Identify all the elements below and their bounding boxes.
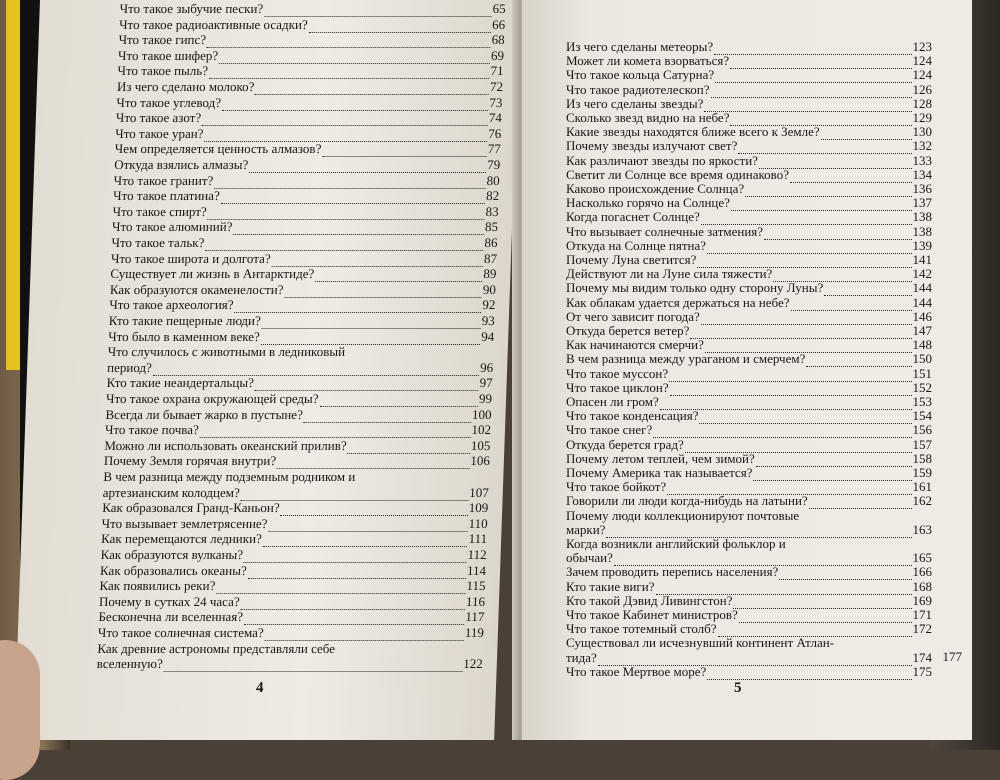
toc-entry-page: 129	[912, 110, 932, 125]
toc-entry-page: 128	[912, 95, 932, 111]
dot-leader	[707, 667, 911, 680]
toc-entry-page: 117	[465, 609, 485, 625]
toc-entry	[111, 250, 498, 267]
toc-entry-title: Почему Луна светится?	[566, 252, 697, 267]
toc-entry-page: 152	[912, 379, 932, 395]
toc-entry	[113, 172, 500, 189]
toc-entry	[101, 515, 488, 532]
toc-entry-title: Почему звезды излучают свет?	[566, 138, 738, 154]
toc-entry-page: 144	[912, 280, 932, 296]
toc-entry-title: Откуда берется ветер?	[566, 323, 690, 338]
toc-entry-page: 163	[912, 521, 932, 537]
toc-entry-title: Откуда берется град?	[566, 436, 684, 452]
toc-entry-title: Светит ли Солнце все время одинаково?	[566, 166, 789, 182]
toc-entry-title: Как образуются окаменелости?	[109, 281, 284, 297]
toc-entry-title: Сколько звезд видно на небе?	[566, 110, 730, 125]
toc-entry-title: Кто такие пещерные люди?	[108, 313, 262, 328]
toc-entry-title: период?	[106, 359, 153, 375]
toc-entry-page: 94	[481, 328, 495, 344]
toc-entry-title: артезианским колодцем?	[102, 484, 241, 500]
toc-entry-title: В чем разница между подземным родником и	[103, 469, 356, 484]
toc-entry-title: Что такое тотемный столб?	[566, 621, 717, 637]
toc-entry-title: Всегда ли бывает жарко в пустыне?	[105, 406, 304, 422]
toc-entry-title: Что такое пыль?	[117, 63, 209, 79]
toc-entry-page: 79	[486, 157, 501, 172]
toc-entry-page: 132	[912, 138, 932, 154]
toc-entry-page: 107	[469, 484, 490, 500]
toc-entry-title: Что было в каменном веке?	[108, 328, 261, 344]
toc-entry	[115, 125, 502, 142]
toc-entry	[116, 94, 503, 111]
toc-entry-page: 124	[912, 67, 932, 83]
toc-entry-page: 106	[470, 453, 491, 469]
toc-entry-title: Когда погаснет Солнце?	[566, 209, 700, 225]
toc-entry-title: Что такое гипс?	[118, 32, 207, 48]
toc-entry-page: 171	[912, 607, 932, 622]
toc-entry-title: Что такое циклон?	[566, 379, 669, 395]
toc-entry	[118, 47, 505, 64]
toc-entry-title: Что такое азот?	[115, 110, 202, 126]
right-page	[522, 0, 972, 740]
toc-entry	[106, 374, 493, 391]
toc-entry	[102, 499, 489, 516]
toc-entry-title: Как образовались океаны?	[99, 562, 248, 578]
toc-entry-page: 138	[912, 223, 932, 239]
toc-entry-title: Кто такие неандертальцы?	[106, 375, 255, 391]
toc-entry-title: Что такое алюминий?	[111, 219, 233, 235]
toc-entry-page: 96	[479, 359, 494, 375]
toc-entry-page: 86	[484, 235, 498, 250]
toc-entry-page: 175	[912, 663, 932, 679]
toc-entry	[108, 328, 495, 345]
toc-entry-page: 147	[912, 323, 932, 338]
toc-entry-title: Из чего сделаны метеоры?	[566, 39, 714, 54]
toc-entry	[103, 484, 490, 501]
toc-entry-page: 148	[912, 337, 932, 353]
toc-entry-title: Как образуются вулканы?	[100, 547, 244, 562]
toc-entry-title: Что такое кольца Сатурна?	[566, 67, 715, 83]
toc-entry-title: Что такое радиоактивные осадки?	[118, 16, 308, 32]
toc-entry-title: Что такое бойкот?	[566, 479, 667, 495]
toc-entry-title: Зачем проводить перепись населения?	[566, 564, 779, 580]
toc-entry-page: 153	[912, 394, 932, 409]
toc-entry-page: 72	[489, 79, 504, 94]
toc-entry-title: Говорили ли люди когда-нибудь на латыни?	[566, 493, 808, 509]
toc-entry-page: 92	[482, 297, 496, 313]
toc-entry-page: 158	[912, 450, 932, 466]
toc-entry	[116, 109, 503, 126]
toc-entry-title: Что такое шифер?	[117, 47, 219, 63]
toc-entry-page: 119	[464, 625, 485, 640]
toc-entry-title: Что такое тальк?	[111, 235, 205, 250]
toc-entry-title: Существовал ли исчезнувший континент Атлан-	[566, 635, 835, 651]
toc-entry-title: Кто такой Дэвид Ливингстон?	[566, 592, 733, 608]
toc-entry-page: 110	[468, 515, 488, 531]
toc-entry-title: Почему мы видим только одну сторону Луны?	[566, 280, 824, 296]
toc-entry-title: Бесконечна ли вселенная?	[98, 609, 244, 625]
toc-entry-title: Что такое широта и долгота?	[110, 250, 271, 266]
toc-entry-page: 112	[467, 547, 487, 562]
toc-entry	[100, 562, 487, 579]
toc-entry-title: Откуда взялись алмазы?	[113, 157, 249, 172]
toc-entry-page: 69	[490, 47, 505, 63]
toc-entry-page: 122	[463, 656, 484, 672]
toc-entry-title: От чего зависит погода?	[566, 308, 700, 324]
toc-entry-title: Может ли комета взорваться?	[566, 53, 730, 69]
toc-entry-page: 165	[912, 550, 932, 566]
toc-entry-page: 99	[478, 391, 493, 406]
toc-entry-title: Как появились реки?	[99, 578, 216, 594]
toc-entry-page: 111	[468, 531, 488, 547]
toc-entry-page: 71	[490, 63, 504, 79]
toc-entry	[112, 218, 499, 235]
toc-entry	[110, 281, 497, 298]
toc-entry-title: Чем определяется ценность алмазов?	[114, 141, 322, 157]
toc-entry-page: 80	[486, 172, 500, 188]
toc-entry-title: Кто такие виги?	[566, 578, 655, 594]
toc-entry-title: Что такое охрана окружающей среды?	[105, 391, 319, 406]
toc-entry	[98, 608, 485, 625]
toc-entry-title: Что такое почва?	[104, 422, 200, 438]
toc-entry-page: 154	[912, 408, 932, 424]
toc-entry-page: 150	[912, 351, 932, 367]
toc-entry-title: марки?	[566, 521, 606, 537]
toc-entry-page: 168	[912, 578, 932, 594]
toc-entry-page: 74	[488, 110, 503, 126]
toc-entry-page: 141	[912, 252, 932, 267]
toc-entry-title: Почему летом теплей, чем зимой?	[566, 450, 755, 466]
toc-entry-title: Действуют ли на Луне сила тяжести?	[566, 266, 773, 282]
toc-entry-title: Что такое муссон?	[566, 365, 669, 381]
toc-entry-title: Что такое гранит?	[113, 172, 214, 188]
toc-entry	[107, 359, 494, 376]
toc-entry-title: Что такое уран?	[115, 125, 204, 141]
toc-entry	[117, 62, 504, 79]
left-page	[14, 0, 520, 740]
toc-entry-page: 157	[912, 436, 932, 452]
toc-entry-page: 146	[912, 308, 932, 324]
toc-entry-title: Что вызывает землетрясение?	[101, 515, 268, 531]
toc-entry	[100, 546, 487, 563]
toc-entry-page: 87	[483, 250, 498, 266]
toc-entry-title: Как древние астрономы представляли себе	[97, 640, 336, 656]
dot-leader	[163, 659, 462, 672]
toc-entry-page: 159	[912, 465, 932, 480]
toc-entry-page: 116	[465, 593, 486, 609]
toc-entry-page: 65	[492, 1, 506, 16]
toc-entry-page: 151	[912, 365, 932, 381]
toc-entry-page: 169	[912, 592, 932, 608]
toc-entry	[118, 31, 505, 48]
toc-entry-page: 76	[488, 125, 502, 141]
toc-entry-page: 174	[912, 649, 932, 665]
toc-entry-title: Что такое Мертвое море?	[566, 663, 707, 679]
toc-entry-page: 82	[485, 188, 500, 204]
toc-entry-page: 124	[912, 53, 932, 69]
toc-entry-page: 89	[483, 266, 497, 282]
toc-entry	[111, 234, 498, 251]
page-number-left: 4	[255, 680, 264, 696]
toc-entry-page: 93	[481, 313, 496, 328]
dot-leader	[809, 496, 912, 509]
toc-entry	[113, 187, 500, 204]
toc-entry	[105, 406, 492, 423]
toc-entry-page: 66	[491, 16, 506, 32]
toc-entry-page: 73	[489, 94, 503, 110]
toc-entry-title: вселенную?	[96, 656, 164, 672]
toc-entry-page: 115	[466, 578, 486, 594]
toc-entry-page: 166	[912, 564, 932, 580]
toc-entry-title: Из чего сделано молоко?	[116, 79, 255, 94]
toc-entry	[105, 421, 492, 438]
toc-entry-title: Что такое углевод?	[116, 94, 222, 110]
toc-entry	[99, 593, 486, 610]
toc-entry-title: обычаи?	[566, 550, 613, 566]
toc-entry-page: 85	[484, 219, 499, 235]
toc-entry-title: Почему люди коллекционируют почтовые	[566, 507, 800, 523]
toc-entry-title: Существует ли жизнь в Антарктиде?	[110, 266, 315, 282]
toc-entry-title: Что такое зыбучие пески?	[119, 1, 264, 16]
toc-entry-page: 133	[912, 152, 932, 168]
toc-entry-page: 139	[912, 237, 932, 253]
toc-entry-page: 161	[912, 479, 932, 495]
toc-entry-page: 83	[485, 203, 499, 219]
toc-entry	[566, 663, 932, 680]
toc-entry	[106, 390, 493, 407]
toc-entry-title: Почему Земля горячая внутри?	[103, 453, 277, 469]
toc-entry	[119, 0, 506, 17]
toc-entry	[104, 437, 491, 454]
toc-entry-title: тида?	[566, 649, 597, 665]
toc-entry	[97, 655, 484, 672]
toc-entry	[101, 530, 488, 547]
toc-entry-title: Насколько горячо на Солнце?	[566, 195, 730, 211]
toc-entry-title: Почему в сутках 24 часа?	[98, 593, 240, 609]
toc-entry-title: Что такое снег?	[566, 422, 653, 438]
toc-entry-page: 105	[470, 437, 491, 453]
toc-entry-title: Почему Америка так называется?	[566, 465, 753, 480]
toc-entry-title: Как образовался Гранд-Каньон?	[102, 500, 280, 516]
toc-entry-page: 90	[482, 281, 497, 297]
toc-entry	[109, 312, 496, 329]
toc-entry-page: 114	[466, 562, 487, 578]
toc-entry-page: 172	[912, 621, 932, 637]
toc-entry	[119, 16, 506, 33]
toc-entry-page: 134	[912, 166, 932, 182]
toc-entry-page: 130	[912, 124, 932, 140]
page-number-right: 5	[734, 680, 742, 696]
toc-entry-page: 162	[912, 493, 932, 509]
toc-entry-title: Когда возникли английский фольклор и	[566, 536, 786, 551]
toc-entry-title: Опасен ли гром?	[566, 394, 659, 409]
toc-entry	[99, 577, 486, 594]
toc-entry-title: Какие звезды находятся ближе всего к Земле?	[566, 124, 820, 140]
toc-entry-title: Что такое солнечная система?	[97, 625, 264, 640]
toc-entry-page: 142	[912, 266, 932, 282]
toc-entry-page: 138	[912, 209, 932, 225]
toc-entry-title: Что вызывает солнечные затмения?	[566, 223, 764, 239]
toc-entry	[114, 156, 501, 173]
toc-entry	[110, 265, 497, 282]
toc-entry-page: 144	[912, 294, 932, 310]
toc-entry-title: Как облакам удается держаться на небе?	[566, 294, 790, 310]
toc-entry-title: Что такое Кабинет министров?	[566, 607, 738, 622]
toc-entry-title: Откуда на Солнце пятна?	[566, 237, 707, 253]
toc-entry-page: 156	[912, 422, 932, 438]
toc-entry-title: Как начинаются смерчи?	[566, 337, 704, 353]
toc-entry	[109, 296, 496, 313]
toc-entry-page: 100	[471, 406, 492, 422]
toc-entry	[117, 78, 504, 95]
toc-entry	[98, 624, 485, 641]
toc-entry-title: Что такое конденсация?	[566, 408, 699, 424]
toc-entry-page: 102	[471, 422, 492, 438]
toc-entry-page: 68	[491, 32, 505, 48]
toc-entry	[112, 203, 499, 220]
toc-entry	[115, 140, 502, 157]
toc-final-page: 177	[942, 649, 962, 664]
toc-entry-page: 126	[912, 81, 932, 97]
toc-entry-page: 137	[912, 195, 932, 211]
toc-entry	[104, 452, 491, 469]
toc-entry-page: 136	[912, 181, 932, 196]
toc-entry-page: 123	[912, 39, 932, 54]
toc-entry-title: Каково происхождение Солнца?	[566, 181, 745, 196]
toc-entry-title: Что такое спирт?	[112, 203, 208, 219]
toc-entry-title: Что такое археология?	[109, 297, 234, 313]
toc-entry-title: Можно ли использовать океанский прилив?	[104, 437, 347, 453]
toc-entry-title: Что такое платина?	[112, 188, 221, 204]
toc-entry-title: Что случилось с животными в ледниковый	[107, 344, 346, 360]
toc-entry-page: 109	[468, 500, 489, 516]
toc-entry-page: 97	[479, 375, 493, 391]
toc-entry-title: Как перемещаются ледники?	[100, 531, 263, 547]
thumb	[0, 640, 40, 780]
toc-entry-title: Что такое радиотелескоп?	[566, 81, 710, 97]
toc-entry-title: В чем разница между ураганом и смерчем?	[566, 351, 806, 367]
toc-entry-page: 77	[487, 141, 502, 157]
toc-entry-title: Как различают звезды по яркости?	[566, 152, 758, 168]
toc-entry-title: Из чего сделаны звезды?	[566, 95, 704, 111]
